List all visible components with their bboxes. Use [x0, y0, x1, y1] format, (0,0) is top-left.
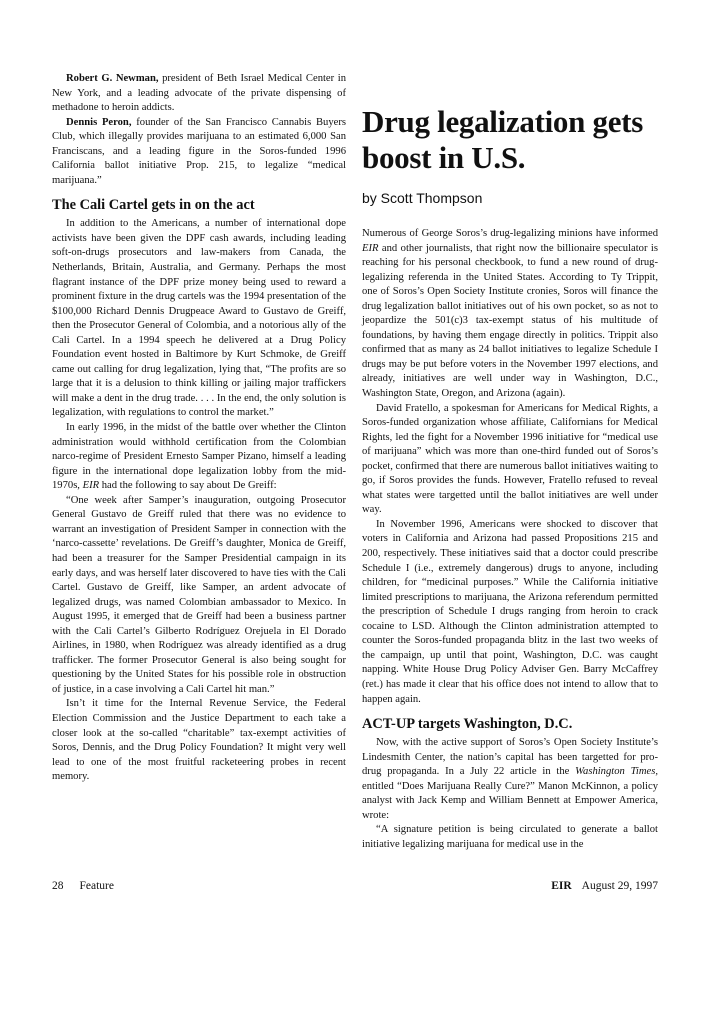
left-column	[52, 72, 346, 785]
byline: by Scott Thompson	[362, 190, 483, 206]
footer-right	[551, 880, 658, 892]
right-column	[362, 72, 658, 852]
paragraph: In early 1996, in the midst of the battle over whether the Clinton administration would withhold certification from the Colombian narco-regime of President Ernesto Samper Pizano, himself a leading figure in the international dope legalization lobby from the mid-1970s, EIR had the following to say about De Greiff:	[52, 422, 346, 492]
article-title: Drug legalization gets boost in U.S.	[362, 104, 643, 175]
page-number: 28	[52, 880, 64, 892]
paragraph: David Fratello, a spokesman for Americans for Medical Rights, a Soros-funded organization whose affiliate, Californians for Medical Rights, led the fight for a November 1996 initiative for “medical use of marijuana” which was more than one-third funded out of Soros’s pocket, confirmed that there are numerous ballot initiatives waiting to go, if Soros provides the funds. However, Fratello refused to reveal what states were targetted until the ballot initiatives are well under way.	[362, 402, 658, 516]
section-heading-cali-cartel: The Cali Cartel gets in on the act	[52, 197, 255, 214]
footer-left	[52, 880, 114, 892]
paragraph: In addition to the Americans, a number of international dope activists have been given the DPF cash awards, including leading soft-on-drugs prosecutors and law-makers from Canada, the Netherlands, Britain, Australia, and Germany. Perhaps the most flagrant instance of the DPF prize money being used to reward a prominent fixture in the drug cartels was the 1994 presentation of the $100,000 Richard Dennis Drugpeace Award to Gustavo de Greiff, then the Prosecutor General of Colombia, and a notorious ally of the Cali Cartel. In a 1994 speech he delivered at a Drug Policy Foundation event hosted in Baltimore by Kurt Schmoke, de Greiff came out calling for drug legalization, lying that, “The profits are so large that it is a delusion to think killing or jailing major traffickers will make a dent in the drug trade. . . . In the end, the only solution is legalization, with regulations to control the market.”	[52, 218, 346, 419]
paragraph: Isn’t it time for the Internal Revenue Service, the Federal Election Commission and the Justice Department to each take a closer look at the so-called “charitable” tax-exempt activities of Soros, Dennis, and the Drug Policy Foundation? It might very well lead to one of the most fruitful racketeering probes in recent memory.	[52, 698, 346, 783]
paragraph: Numerous of George Soros’s drug-legalizing minions have informed EIR and other journalists, that right now the billionaire speculator is reaching for his personal checkbook, to fund a new round of drug-legalizing referenda in the United States. According to Ty Trippit, one of Soros’s Open Society Institute cronies, Soros will finance the drug legalization ballot initiatives out of his own pocket, so as not to jeopardize the 501(c)3 tax-exempt status of his multitude of foundations, by having them engage directly in politics. Trippit also confirmed that as many as 24 ballot initiatives to legalize Schedule I drugs may be put before voters in the November 1997 elections, and already, initiatives are well under way in Washington, D.C., Washington State, Oregon, and Arizona (again).	[362, 228, 658, 400]
paragraph: “A signature petition is being circulated to generate a ballot initiative legalizing marijuana for medical use in the	[362, 824, 658, 850]
publication-name: EIR	[551, 880, 572, 892]
bio-peron: Dennis Peron, founder of the San Francisco Cannabis Buyers Club, which illegally provides marijuana to an estimated 6,000 San Franciscans, and a leading figure in the Soros-funded 1996 California ballot initiative Prop. 215, to legalize “medical marijuana.”	[52, 116, 346, 186]
bio-newman: Robert G. Newman, president of Beth Israel Medical Center in New York, and a leading advocate of the private dispensing of methadone to heroin addicts.	[52, 73, 346, 114]
paragraph: Now, with the active support of Soros’s Open Society Institute’s Lindesmith Center, the nation’s capital has been targetted for pro-drug propaganda. In a July 22 article in the Washington Times, entitled “Does Marijuana Really Cure?” Manon McKinnon, a policy analyst with Jack Kemp and William Bennett at Empower America, wrote:	[362, 737, 658, 821]
section-heading-act-up: ACT-UP targets Washington, D.C.	[362, 716, 573, 733]
paragraph: In November 1996, Americans were shocked to discover that voters in California and Arizona had passed Propositions 215 and 200, respectively. These initiatives said that a doctor could prescribe Schedule I (i.e., extremely dangerous) drugs to anyone, including children, for “medicinal purposes.” While the California initiative limited prescriptions to marijuana, the Arizona referendum permitted the prescription of Schedule I drugs ranging from heroin to crack cocaine to LSD. Although the Clinton administration attempted to counter the Soros-funded propaganda blitz in the last two weeks of the campaign, up until that point, Washington, D.C. was caught napping. White House Drug Policy Adviser Gen. Barry McCaffrey (ret.) has made it clear that his office does not intend to allow that to happen again.	[362, 518, 658, 705]
section-name: Feature	[79, 880, 114, 892]
quote-paragraph: “One week after Samper’s inauguration, outgoing Prosecutor General Gustavo de Greiff ruled that there was no evidence to warrant an investigation of President Samper in connection with the ‘narco-cassette’ revelations. De Greiff’s daughter, Monica de Greiff, had been a treasurer for the Samper Presidential campaign in its early days, and was herself later discovered to have ties with the Cali Cartel. Gustavo de Greiff, like Samper, an ardent advocate of legalized drugs, was named Colombian ambassador to Mexico. In August 1995, it emerged that de Greiff had been a business partner with the Cali Cartel’s Gilberto Rodríguez Orejuela in El Dorado Airlines, in 1980, when Rodríguez was already identified as a drug trafficker. The former Prosecutor General is also being sought for questioning by the United States for his possible role in obstruction of justice, in a case involving a Cali Cartel hit man.”	[52, 494, 346, 695]
issue-date: August 29, 1997	[581, 880, 658, 892]
